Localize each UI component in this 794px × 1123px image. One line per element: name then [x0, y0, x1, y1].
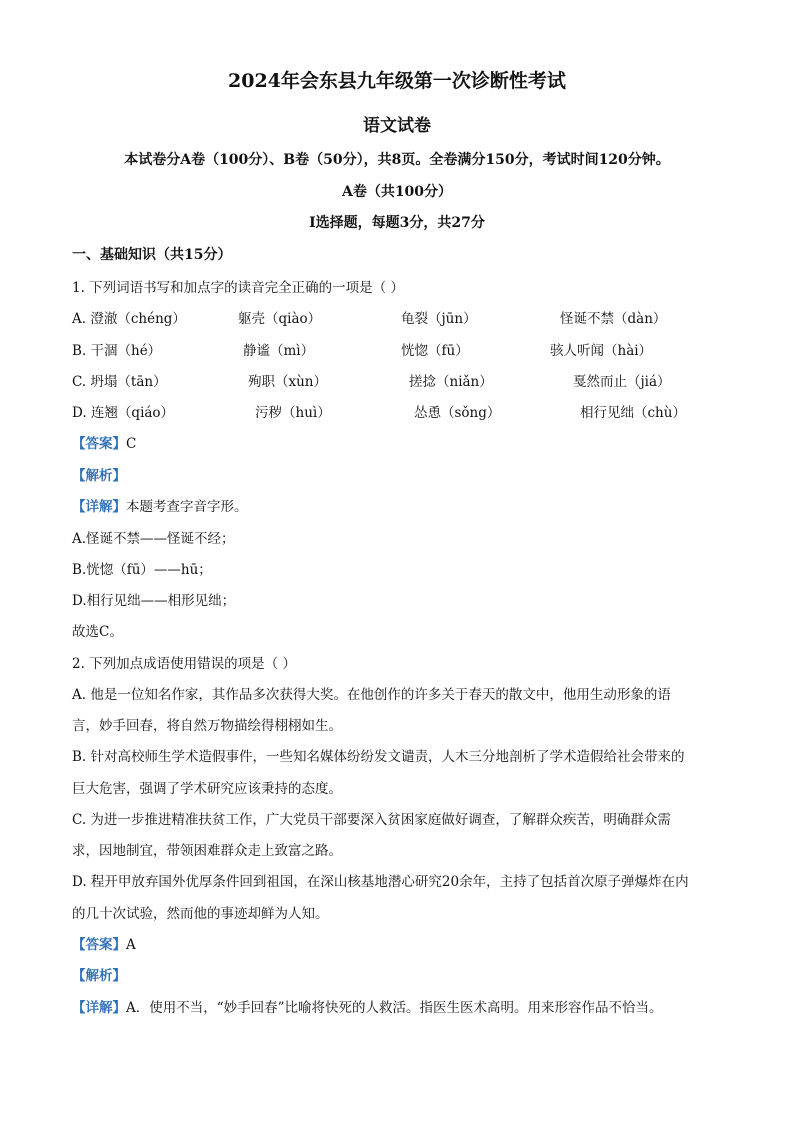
- q2-option-c-line1: C. 为进一步推进精准扶贫工作，广大党员干部要深入贫困家庭做好调查，了解群众疾苦，明确群众需: [72, 812, 671, 828]
- q1-option-b-2: 静谧（mì）: [243, 343, 315, 359]
- q1-option-c-1: C. 坍塌（tān）: [72, 374, 167, 390]
- q1-option-a-1: A. 澄澈（chéng）: [72, 311, 186, 327]
- q1-analysis: [72, 464, 126, 484]
- q1-option-b-4: 骇人听闻（hài）: [550, 343, 653, 359]
- section-heading: 一、基础知识（共15分）: [72, 247, 232, 263]
- q1-option-d-3: 怂恿（sǒng）: [414, 405, 501, 421]
- q2-option-d-line1: D. 程开甲放弃国外优厚条件回到祖国，在深山核基地潜心研究20余年，主持了包括首次原子弹爆炸在内: [72, 874, 689, 890]
- exam-intro: 本试卷分A卷（100分）、B卷（50分），共8页。全卷满分150分，考试时间120分钟。: [124, 152, 670, 168]
- q1-option-a-3: 龟裂（jūn）: [401, 311, 477, 327]
- answer-value: A: [126, 937, 136, 953]
- q2-analysis: [72, 964, 126, 984]
- q1-option-c-4: 戛然而止（jiá）: [573, 374, 671, 390]
- q2-option-b-line1: B. 针对高校师生学术造假事件，一些知名媒体纷纷发文谴责，人木三分地剖析了学术造假给社会带来的: [72, 749, 685, 765]
- volume-heading: A卷（共100分）: [341, 184, 453, 200]
- part-heading: I选择题，每题3分，共27分: [309, 215, 485, 231]
- q2-answer: [72, 933, 136, 953]
- q1-option-b-3: 恍惚（fū）: [401, 343, 469, 359]
- q1-option-b-1: B. 干涸（hé）: [72, 343, 162, 359]
- q1-detail-line: D.相行见绌——相形见绌；: [72, 593, 236, 609]
- q1-detail: [72, 495, 248, 515]
- q1-stem: 1. 下列词语书写和加点字的读音完全正确的一项是（ ）: [72, 280, 404, 296]
- detail-tag: 【详解】: [72, 1000, 126, 1016]
- analysis-tag: 【解析】: [72, 468, 126, 484]
- q2-option-c-line2: 求，因地制宜，带领困难群众走上致富之路。: [72, 843, 342, 859]
- answer-value: C: [126, 436, 137, 452]
- exam-title: 2024年会东县九年级第一次诊断性考试: [228, 70, 566, 92]
- detail-text: A．使用不当，“妙手回春”比喻将快死的人救活。指医生医术高明。用来形容作品不恰当。: [126, 1000, 663, 1016]
- answer-tag: 【答案】: [72, 436, 126, 452]
- q2-stem: 2. 下列加点成语使用错误的项是（ ）: [72, 656, 296, 672]
- q1-detail-line: B.恍惚（fū）——hū；: [72, 562, 212, 578]
- q1-option-a-2: 躯壳（qiào）: [238, 311, 322, 327]
- detail-tag: 【详解】: [72, 499, 126, 515]
- q2-option-d-line2: 的几十次试验，然而他的事迹却鲜为人知。: [72, 906, 329, 922]
- q1-option-d-4: 相行见绌（chù）: [580, 405, 686, 421]
- q2-option-b-line2: 巨大危害，强调了学术研究应该秉持的态度。: [72, 781, 342, 797]
- q1-option-a-4: 怪诞不禁（dàn）: [560, 311, 667, 327]
- answer-tag: 【答案】: [72, 937, 126, 953]
- analysis-tag: 【解析】: [72, 968, 126, 984]
- q1-option-c-2: 殉职（xùn）: [248, 374, 328, 390]
- q1-answer: [72, 432, 136, 452]
- q2-option-a-line1: A. 他是一位知名作家，其作品多次获得大奖。在他创作的许多关于春天的散文中，他用生动形象的语: [72, 687, 671, 703]
- q1-option-d-2: 污秽（huì）: [255, 405, 331, 421]
- q1-detail-line: 故选C。: [72, 624, 123, 640]
- exam-subtitle: 语文试卷: [363, 116, 431, 136]
- q2-detail: [72, 996, 663, 1016]
- q1-detail-line: A.怪诞不禁——怪诞不经；: [72, 531, 235, 547]
- q1-option-c-3: 搓捻（niǎn）: [409, 374, 493, 390]
- detail-text: 本题考查字音字形。: [126, 499, 248, 515]
- q2-option-a-line2: 言，妙手回春，将自然万物描绘得栩栩如生。: [72, 718, 342, 734]
- q1-option-d-1: D. 连翘（qiáo）: [72, 405, 175, 421]
